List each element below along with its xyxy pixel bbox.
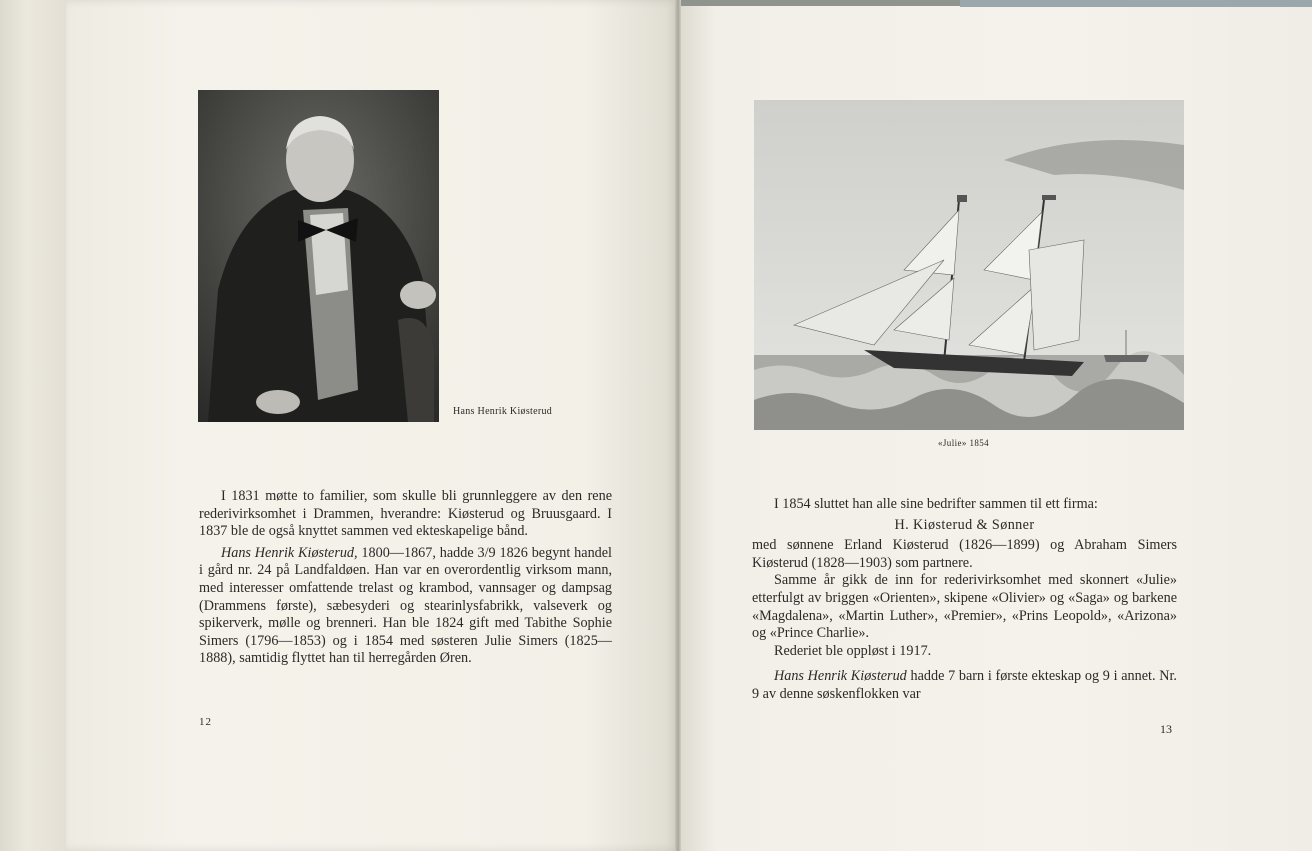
portrait-caption: Hans Henrik Kiøsterud [453,406,553,417]
paragraph [199,545,612,668]
paragraph: I 1831 møtte to familier, som skulle bli grunnleggere av den rene rederivirksomhet i Drammen, hverandre: Kiøsterud og Bruusgaard. I 1837 ble de også knyttet sammen ved ekteskapelige bånd. [199,488,612,540]
paragraph [752,668,1177,703]
page-number-left: 12 [199,716,212,728]
ship-caption: «Julie» 1854 [938,438,990,448]
page-number-right: 13 [1160,722,1172,736]
paragraph: Samme år gikk de inn for rederivirksomhet med skonnert «Julie» etterfulgt av briggen «Orienten», skipene «Olivier» og «Saga» og barkene «Magdalena», «Martin Luther», «Premier», «Prins Leopold», «Arizona» og «Prince Charlie». [752,572,1177,642]
book-gutter [675,0,681,851]
left-text-block [199,488,612,668]
book-edge [0,0,66,851]
background-strip [960,0,1312,7]
person-name: Hans Henrik Kiøsterud [774,668,907,685]
paragraph-text: hadde 7 barn i første ekteskap og 9 i annet. Nr. 9 av denne søskenflokken var [752,668,1177,702]
paragraph-text: 1800—1867, hadde 3/9 1826 begynt handel i gård nr. 24 på Landfaldøen. Han var en overordentlig virksom mann, med interesser omfattende trelast og krambod, vannsager og dampsag (Drammens første), sæbesyderi og stearinlysfabrikk, valseverk og spikerverk, mølle og brenneri. Han ble 1824 gift med Tabithe Sophie Simers (1796—1853) og i 1854 med søsteren Julie Simers (1825—1888), samtidig flyttet han til herregården Øren. [199,544,612,667]
paragraph: med sønnene Erland Kiøsterud (1826—1899) og Abraham Simers Kiøsterud (1828—1903) som partnere. [752,537,1177,571]
firm-name: H. Kiøsterud & Sønner [894,516,1035,533]
portrait-photo [198,90,439,422]
paragraph: Rederiet ble oppløst i 1917. [774,642,932,659]
paragraph: I 1854 sluttet han alle sine bedrifter sammen til ett firma: [774,496,1098,512]
right-text-block [752,496,1177,704]
ship-painting [754,100,1184,430]
person-name: Hans Henrik Kiøsterud, [221,544,358,561]
